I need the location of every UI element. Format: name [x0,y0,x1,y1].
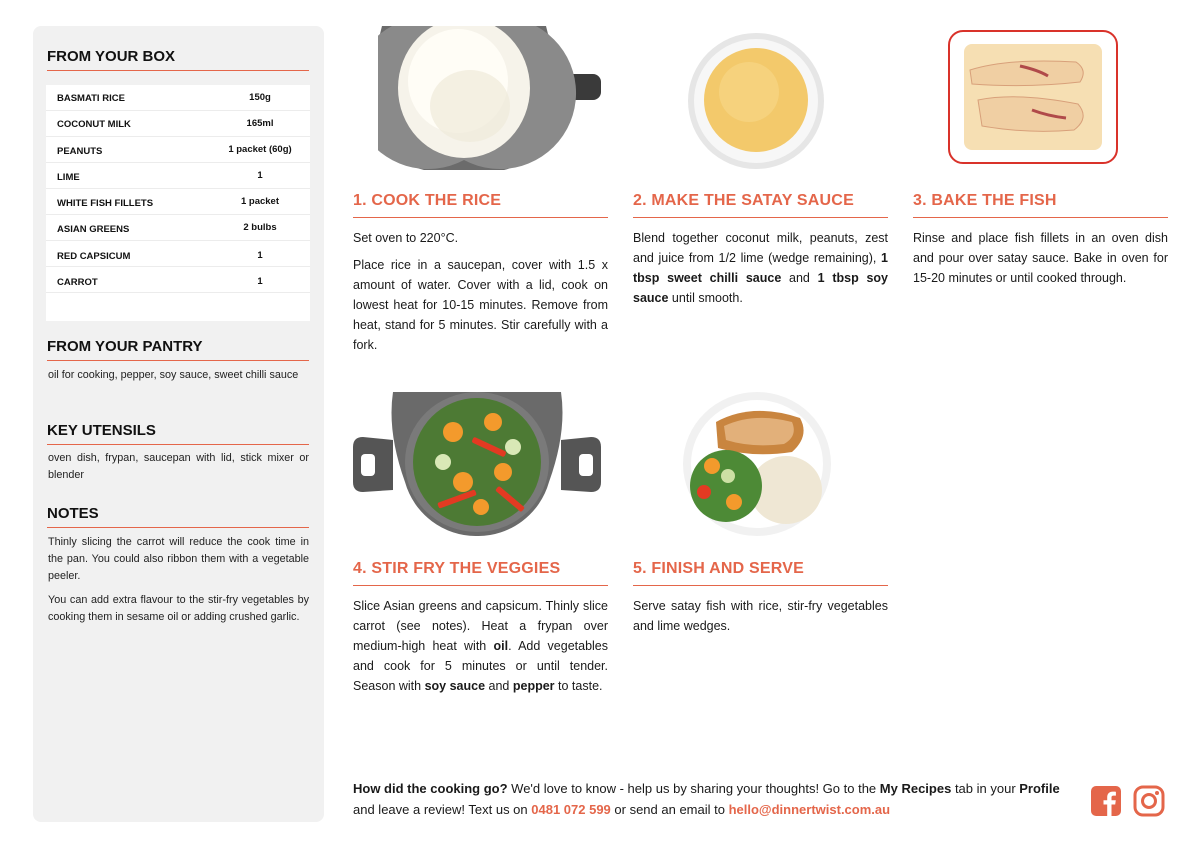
step-2-text-part: until smooth. [668,291,743,305]
divider [913,217,1168,218]
ingredient-qty: 1 [257,276,263,287]
table-row [46,163,310,189]
box-ingredients-table [46,85,310,321]
satay-sauce-bowl-image [687,32,825,170]
divider [353,585,608,586]
step-3-text [913,228,1168,295]
pantry-text: oil for cooking, pepper, soy sauce, sweet chilli sauce [48,369,299,381]
utensils-heading: KEY UTENSILS [47,422,156,439]
divider [633,585,888,586]
step-4-text-part: and [485,679,513,693]
ingredient-qty: 150g [249,92,271,103]
ingredient-qty: 2 bulbs [243,222,277,233]
step-2-text-part: Blend together coconut milk, peanuts, zest and juice from 1/2 lime (wedge remaining), [633,231,888,265]
footer-question: How did the cooking go? [353,781,508,796]
ingredient-qty: 1 packet (60g) [228,144,292,155]
footer-text: tab in your [951,781,1020,796]
step-1-text [353,228,608,362]
step-4-text-part: . Add vegetables and cook for 5 minutes or until tender. Season with [353,639,609,693]
divider [353,217,608,218]
step-1-title: 1. COOK THE RICE [353,192,502,209]
step-2-title: 2. MAKE THE SATAY SAUCE [633,192,854,209]
step-4-bold-ingredient: oil [493,639,509,653]
email-link[interactable]: hello@dinnertwist.com.au [728,802,891,817]
utensils-text: oven dish, frypan, saucepan with lid, stick mixer or blender [48,452,309,481]
divider [633,217,888,218]
ingredient-name: LIME [57,172,80,183]
step-4-text [353,596,608,703]
pantry-heading: FROM YOUR PANTRY [47,338,203,355]
step-4-bold-ingredient: pepper [512,679,555,693]
step-4-bold-ingredient: soy sauce [424,679,486,693]
ingredient-qty: 1 [257,170,263,181]
step-1-para-2: Place rice in a saucepan, cover with 1.5 x amount of water. Cover with a lid, cook on lowest heat for 10-15 minutes. Remove from heat, stand for 5 minutes. Stir carefully with a fork. [353,258,608,352]
notes-heading: NOTES [47,505,99,522]
box-heading: FROM YOUR BOX [47,48,176,65]
step-4-text-part: Slice Asian greens and capsicum. Thinly slice carrot (see notes). Heat a frypan over medium-high heat with [353,599,608,653]
step-2-bold-ingredient: 1 tbsp sweet chilli sauce [633,251,888,285]
ingredient-name: COCONUT MILK [57,119,131,130]
ingredient-name: CARROT [57,277,98,288]
step-2-text-part: and [781,271,818,285]
footer-text: or send an email to [610,802,729,817]
ingredient-qty: 165ml [246,118,274,129]
notes-text-2: You can add extra flavour to the stir-fry vegetables by cooking them in sesame oil or adding crushed garlic. [48,594,309,623]
ingredient-name: ASIAN GREENS [57,224,130,235]
step-2-text [633,228,888,315]
step-4-title: 4. STIR FRY THE VEGGIES [353,560,561,577]
feedback-footer [353,778,1073,820]
divider [47,527,309,528]
ingredient-qty: 1 packet [240,196,280,207]
step-4-text-part: to taste. [554,679,603,693]
step-3-title: 3. BAKE THE FISH [913,192,1057,209]
profile-label: Profile [1019,781,1060,796]
step-1-para-1: Set oven to 220°C. [353,231,459,245]
divider [47,360,309,361]
ingredient-name: BASMATI RICE [57,93,125,104]
ingredients-sidebar [33,26,324,822]
table-row [46,189,310,215]
footer-text: and leave a review! Text us on [353,802,532,817]
ingredient-name: RED CAPSICUM [57,251,131,262]
fish-oven-dish-image [948,30,1118,164]
table-row [46,241,310,267]
table-row [46,85,310,111]
instagram-icon[interactable] [1133,785,1165,817]
facebook-icon[interactable] [1090,785,1122,817]
ingredient-name: PEANUTS [57,146,103,157]
table-row [46,137,310,163]
step-5-text [633,596,888,643]
table-row [46,215,310,241]
step-3-para-1: Rinse and place fish fillets in an oven dish and pour over satay sauce. Bake in oven for 15-20 minutes or until cooked through. [913,231,1168,285]
divider [47,444,309,445]
table-row [46,111,310,137]
plated-dish-image [682,392,832,537]
phone-link[interactable]: 0481 072 599 [531,802,611,817]
ingredient-name: WHITE FISH FILLETS [57,198,154,209]
step-2-bold-ingredient: 1 tbsp soy sauce [633,271,888,305]
ingredient-qty: 1 [257,250,263,261]
step-5-para-1: Serve satay fish with rice, stir-fry vegetables and lime wedges. [633,599,888,633]
notes-text-1: Thinly slicing the carrot will reduce the cook time in the pan. You could also ribbon them with a vegetable peeler. [48,536,309,582]
footer-text: We'd love to know - help us by sharing your thoughts! Go to the [507,781,880,796]
step-5-title: 5. FINISH AND SERVE [633,560,804,577]
my-recipes-label: My Recipes [879,781,952,796]
table-row [46,267,310,293]
stir-fry-pan-image [353,392,601,536]
divider [47,70,309,71]
rice-saucepan-image [378,26,603,170]
